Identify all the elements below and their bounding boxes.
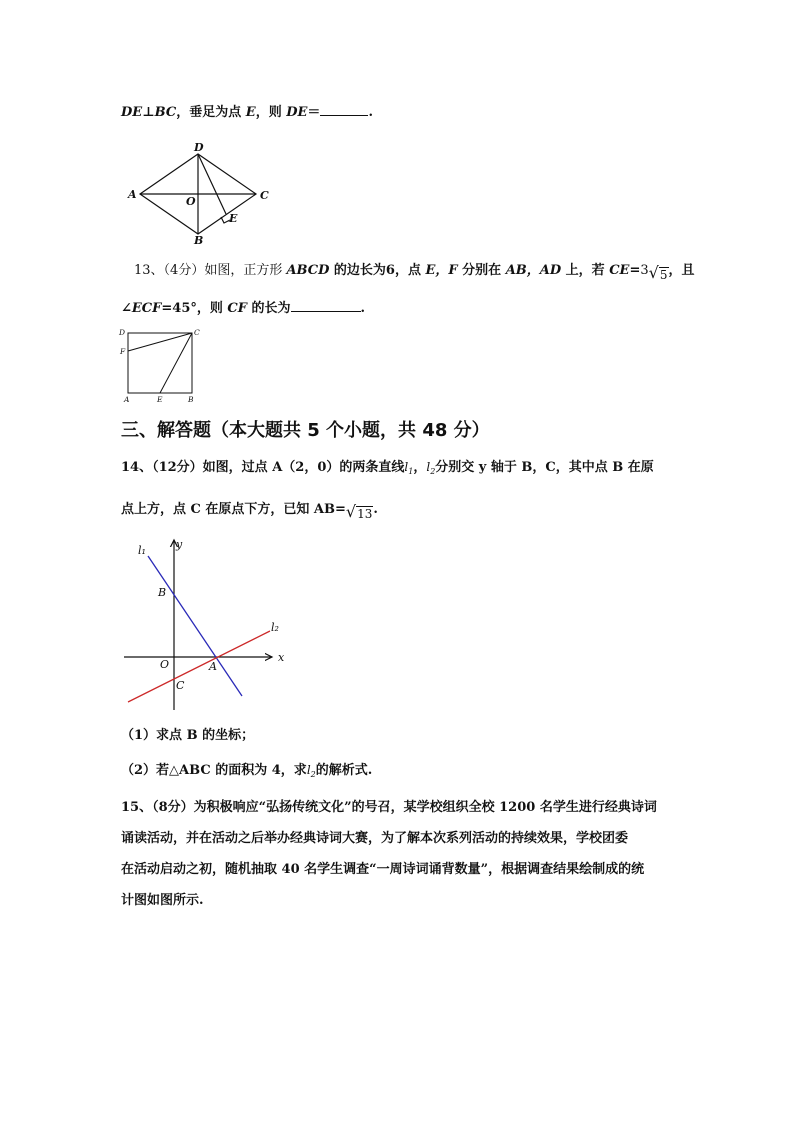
q13-ab-ad: AB，AD (505, 263, 562, 278)
q14-part-2-b: 的解析式. (315, 763, 373, 778)
q14-l1-letter: l (404, 460, 409, 474)
q12-then-text: ，则 (255, 105, 287, 120)
q14-part-1-text: （1）求点 B 的坐标； (121, 728, 255, 743)
q13-side-text: 的边长为 (329, 263, 386, 278)
q12-answer-blank (320, 103, 368, 116)
q13-label-a: A (124, 395, 130, 404)
q13-square-figure (116, 326, 206, 406)
q13-label-c: C (194, 328, 200, 337)
q15-line-2 (121, 829, 628, 849)
q14-label-a: A (209, 660, 217, 673)
q13-question-line-2 (121, 299, 365, 319)
q13-label-e: E (157, 395, 163, 404)
q13-point-text: ，点 (394, 263, 426, 278)
q12-label-c: C (260, 189, 269, 202)
q12-bc-label: BC (154, 105, 177, 120)
q13-sqrt5 (649, 265, 669, 282)
q12-perp-symbol: ⊥ (142, 105, 155, 120)
q14-label-y: y (176, 538, 183, 551)
q13-segment-ce (160, 333, 192, 393)
q14-label-c: C (176, 679, 185, 692)
q14-part2-l2-symbol (307, 763, 316, 777)
q12-label-d: D (194, 141, 204, 154)
q14-l1-subscript: 1 (408, 467, 414, 476)
q13-eq: = (629, 263, 641, 278)
q13-qie: ，且 (668, 263, 695, 278)
q14-line1-a: 14、（12分）如图，过点 A（2，0）的两条直线 (121, 460, 405, 475)
q13-question-line-1 (134, 261, 695, 282)
q14-radicand: 13 (357, 507, 373, 521)
q14-sqrt-sign-icon: √ (345, 502, 357, 521)
q14-label-l2: l₂ (271, 621, 279, 634)
q14-line-l1 (148, 556, 242, 696)
q14-sqrt13 (346, 504, 373, 521)
q12-label-b: B (194, 234, 204, 247)
q14-part2-l2-letter: l (306, 763, 311, 777)
q14-label-x: x (278, 651, 285, 664)
q12-foot-text: ，垂足为点 (176, 105, 246, 120)
q13-angle-val: =45°，则 (161, 301, 228, 316)
q13-sqrt-sign-icon: √ (648, 263, 659, 282)
q13-segment-cf (128, 333, 192, 351)
q15-line-3 (121, 860, 644, 880)
q15-line-3-text: 在活动启动之初，随机抽取 40 名学生调查“一周诗词诵背数量”，根据调查结果绘制成的统 (121, 862, 645, 877)
q14-l1-symbol (404, 460, 413, 474)
q14-line1-b: 分别交 y 轴于 B，C，其中点 B 在原 (435, 460, 654, 475)
q13-label-d: D (119, 328, 126, 337)
q15-line-1 (121, 798, 657, 818)
q14-part2-l2-subscript: 2 (310, 770, 316, 779)
q14-label-b: B (158, 586, 167, 599)
q12-de-label-2: DE (286, 105, 308, 120)
q14-line2-end: . (373, 502, 378, 517)
q13-on-text: 分别在 (457, 263, 506, 278)
q12-label-a: A (128, 188, 137, 201)
q13-ef: E，F (425, 263, 458, 278)
q13-end: . (360, 301, 366, 316)
q13-radicand: 5 (659, 268, 668, 282)
q13-cf: CF (227, 301, 247, 316)
q12-e-label: E (245, 105, 256, 120)
q13-six: 6 (385, 263, 395, 278)
q14-part-1 (121, 726, 254, 746)
q13-number: 13、（4分）如图，正方形 (134, 263, 287, 278)
q12-label-e: E (229, 212, 238, 225)
q12-label-o: O (186, 195, 196, 208)
section-3-heading: 三、解答题（本大题共 5 个小题，共 48 分） (121, 420, 490, 441)
q14-part-2-a: （2）若△ABC 的面积为 4，求 (121, 763, 307, 778)
q13-label-b: B (188, 395, 194, 404)
q13-if-text: 上，若 (561, 263, 610, 278)
q12-end-period: . (368, 105, 373, 120)
q14-coordinate-figure (120, 534, 295, 714)
q13-answer-blank (291, 299, 361, 312)
q15-line-1-text: 15、（8分）为积极响应“弘扬传统文化”的号召，某学校组织全校 1200 名学生进行经典诗词 (121, 800, 657, 815)
q14-label-l1: l₁ (138, 544, 146, 557)
q14-l2-symbol (426, 460, 435, 474)
q15-line-4-text: 计图如图所示. (121, 893, 204, 908)
q14-l2-letter: l (426, 460, 431, 474)
q14-question-line-1 (121, 457, 654, 482)
q14-comma: ， (413, 460, 427, 475)
q13-len-text: 的长为 (246, 301, 291, 316)
q14-l2-subscript: 2 (430, 467, 436, 476)
q13-ce: CE (609, 263, 630, 278)
q15-line-4 (121, 891, 204, 911)
q13-coef: 3 (640, 263, 649, 278)
q14-line2-a: 点上方，点 C 在原点下方，已知 AB= (121, 502, 346, 517)
q12-equals: ＝ (307, 105, 321, 120)
q12-question-text (121, 103, 373, 123)
q13-label-f: F (120, 347, 126, 356)
q13-abcd: ABCD (286, 263, 330, 278)
q12-rhombus-figure (120, 140, 280, 250)
q12-de-label: DE (121, 105, 143, 120)
q14-line-l2 (128, 631, 270, 702)
q14-part-2 (121, 760, 372, 785)
q14-label-o: O (160, 658, 170, 671)
q13-angle: ∠ECF (121, 301, 162, 316)
q14-question-line-2 (121, 500, 378, 521)
q15-line-2-text: 诵读活动，并在活动之后举办经典诗词大赛，为了解本次系列活动的持续效果，学校团委 (121, 831, 629, 846)
